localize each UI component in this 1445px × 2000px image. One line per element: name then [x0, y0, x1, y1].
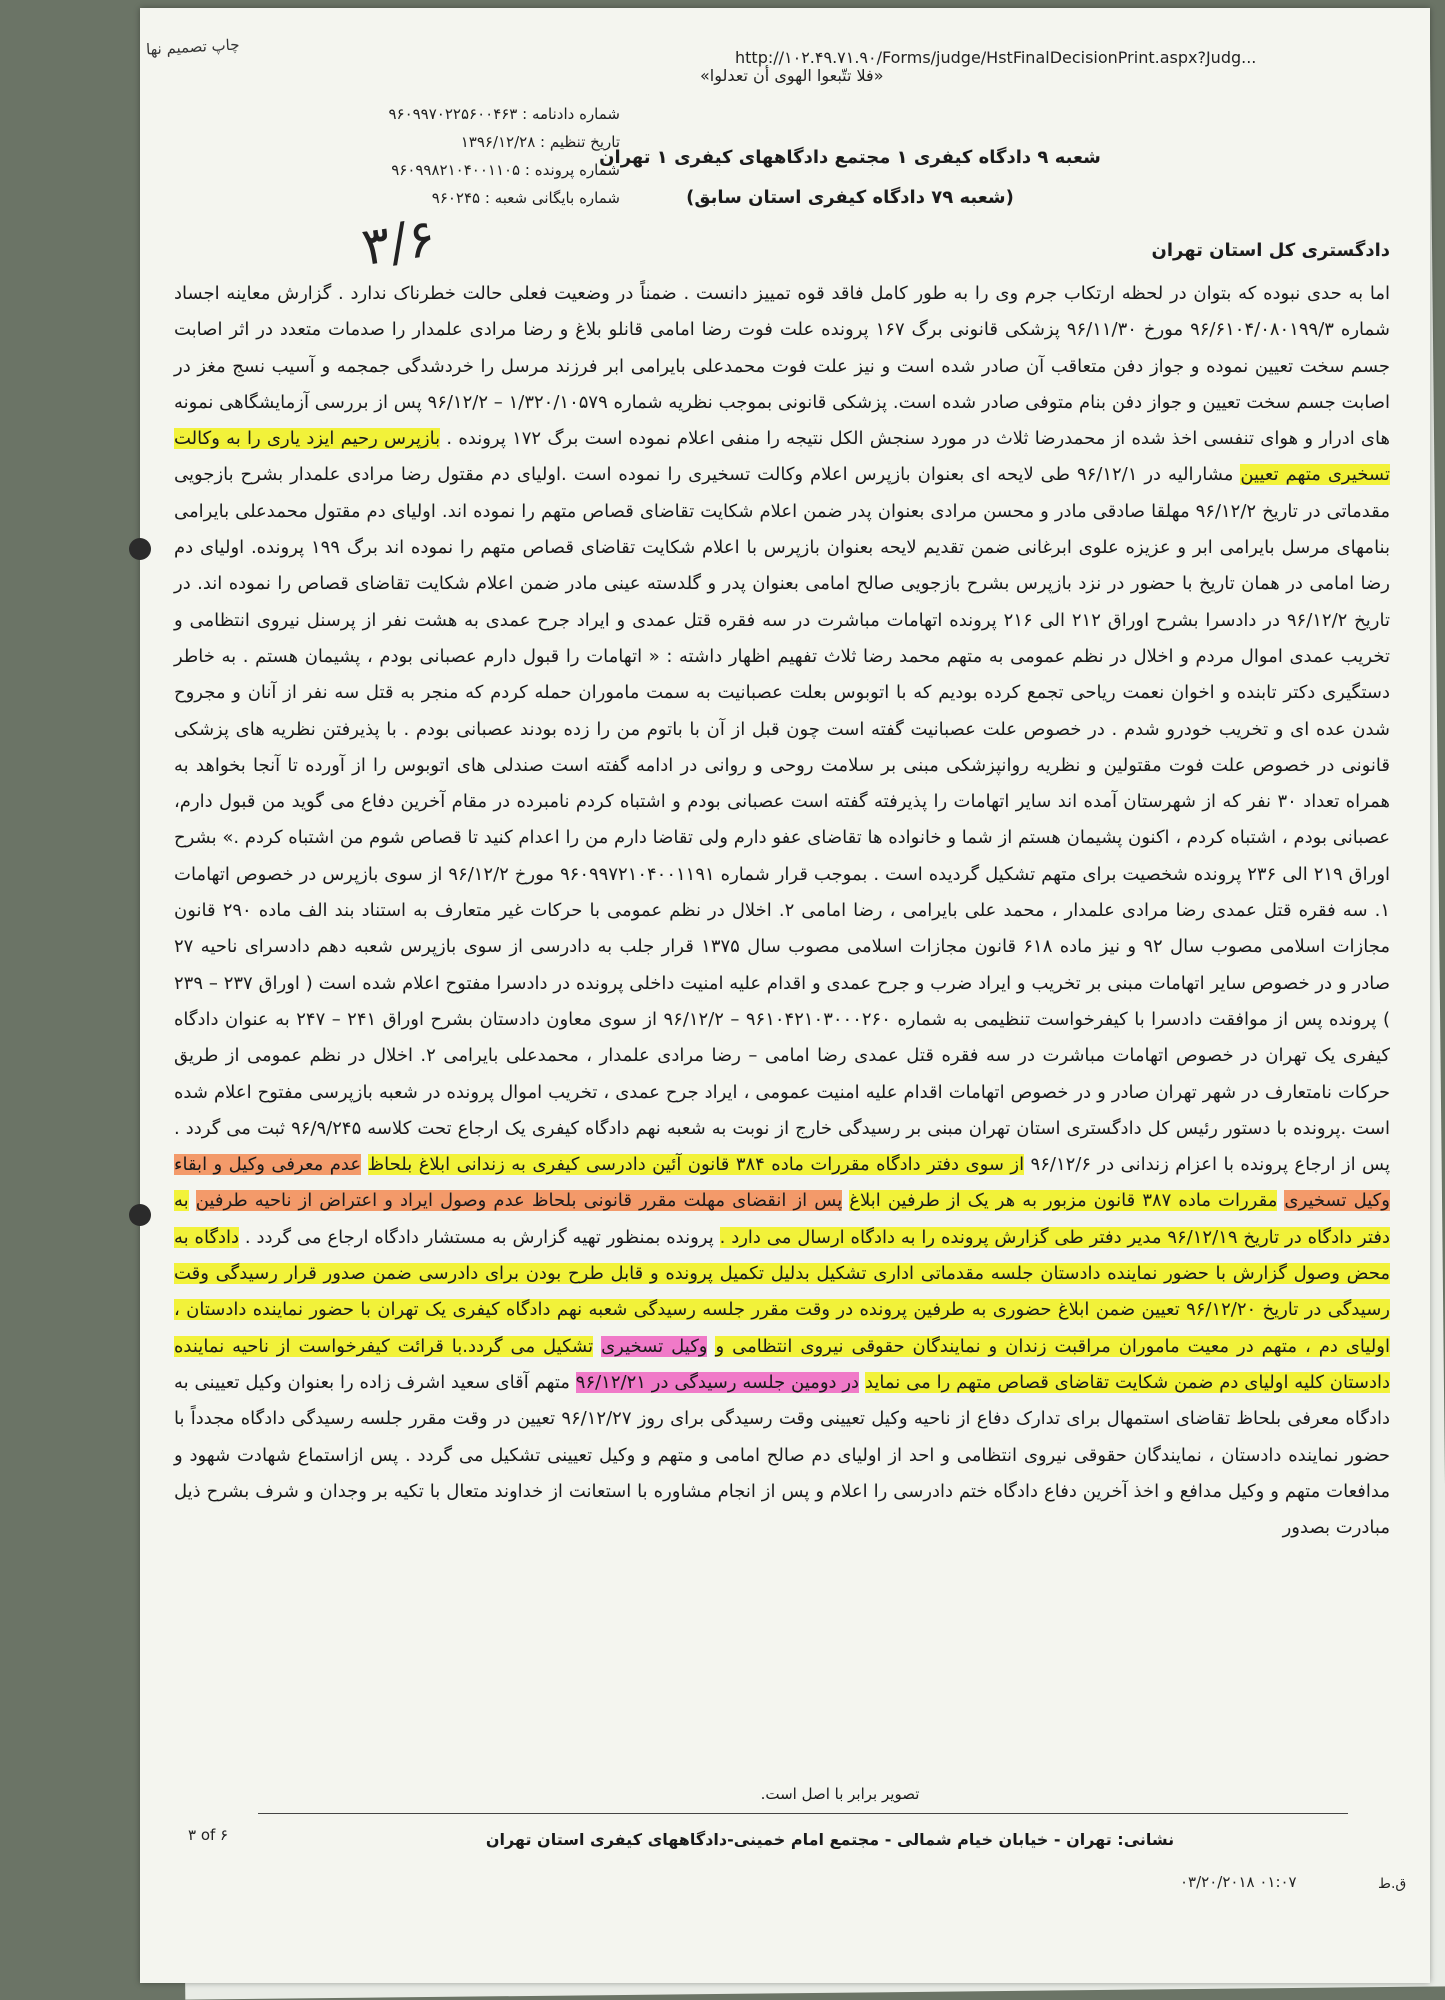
page-number: ۳ of ۶	[188, 1826, 229, 1844]
court-former-name: (شعبه ۷۹ دادگاه کیفری استان سابق)	[686, 187, 1014, 208]
corner-stamp: چاپ تصمیم نها	[145, 35, 240, 59]
highlight-orange: عدم معرفی وکیل و ابقاء وکیل تسخیری	[174, 1154, 1390, 1212]
highlight-pink: در دومین جلسه رسیدگی در ۹۶/۱۲/۲۱	[575, 1371, 860, 1393]
meta-row: شماره دادنامه : ۹۶۰۹۹۷۰۲۲۵۶۰۰۴۶۳	[388, 105, 620, 123]
court-name: شعبه ۹ دادگاه کیفری ۱ مجتمع دادگاههای کیفری ۱ تهران	[599, 147, 1101, 168]
footer-divider	[258, 1813, 1348, 1814]
highlight-pink: وکیل تسخیری	[601, 1335, 708, 1357]
motto: «فلا تتّبعوا الهوی أن تعدلوا»	[700, 66, 884, 85]
verdict-body	[174, 276, 1390, 1546]
meta-row: شماره بایگانی شعبه : ۹۶۰۲۴۵	[431, 189, 620, 207]
highlight-yellow: از سوی دفتر دادگاه مقررات ماده ۳۸۴ قانون آئین دادرسی کیفری به زندانی ابلاغ بلحاظ	[367, 1154, 1025, 1176]
footer-mark: ق.ط	[1378, 1876, 1407, 1892]
print-url: http://۱۰۲.۴۹.۷۱.۹۰/Forms/judge/HstFinalDecisionPrint.aspx?Judg...	[735, 48, 1257, 67]
verdict-paragraph: اما به حدی نبوده که بتوان در لحظه ارتکاب جرم وی را به طور کامل فاقد قوه تمییز دانست . ضمناً در وضعیت فعلی حالت خطرناک ندارد . گزارش معاینه اجساد شماره ۹۶/۶۱۰۴/۰۸۰۱۹۹/۳ مورخ ۹۶/۱۱/۳۰ پزشکی قانونی برگ ۱۶۷ پرونده علت فوت رضا امامی قانلو بلاغ و رضا مرادی علمدار را صدمات متعدد در اثر اصابت جسم سخت تعیین نموده و جواز دفن متعاقب آن صادر شده است و نیز علت فوت محمدعلی بایرامی ابر فرزند مرسل را خردشدگی جمجمه و آسیب نسج مغز در اصابت جسم سخت تعیین و جواز دفن بنام متوفی صادر شده است. پزشکی قانونی بموجب نظریه شماره ۱/۳۲۰/۱۰۵۷۹ – ۹۶/۱۲/۲ پس از بررسی آزمایشگاهی نمونه های ادرار و هوای تنفسی اخذ شده از محمدرضا ثلاث در مورد سنجش الکل نتیجه را منفی اعلام نموده است برگ ۱۷۲ پرونده . بازپرس رحیم ایزد یاری را به وکالت تسخیری متهم تعیین مشارالیه در ۹۶/۱۲/۱ طی لایحه ای بعنوان بازپرس اعلام وکالت تسخیری را نموده است .اولیای دم مقتول رضا مرادی علمدار بشرح بازجویی مقدماتی در تاریخ ۹۶/۱۲/۲ مهلقا صادقی مادر و محسن مرادی بعنوان پدر ضمن اعلام شکایت تقاضای قصاص متهم را نموده اند. اولیای دم مقتول محمدعلی بایرامی بنامهای مرسل بایرامی ابر و عزیزه علوی ابرغانی ضمن تقدیم لایحه بعنوان بازپرس با اعلام شکایت تقاضای قصاص متهم را نموده اند برگ ۱۹۹ پرونده. اولیای دم رضا امامی در همان تاریخ با حضور در نزد بازپرس بشرح بازجویی صالح امامی بعنوان پدر و گلدسته عینی مادر ضمن اعلام شکایت تقاضای قصاص را نموده اند. در تاریخ ۹۶/۱۲/۲ در دادسرا بشرح اوراق ۲۱۲ الی ۲۱۶ پرونده اتهامات مباشرت در سه فقره قتل عمدی و ایراد جرح عمدی به هشت نفر از پرسنل نیروی انتظامی و تخریب عمدی اموال مردم و اخلال در نظم عمومی به متهم محمد رضا ثلاث تفهیم اظهار داشته : « اتهامات را قبول دارم عصبانی بودم ، پشیمان هستم . به خاطر دستگیری دکتر تابنده و اخوان نعمت ریاحی تجمع کرده بودیم که با اتوبوس بعلت عصبانیت به سمت ماموران حمله کردم که منجر به قتل سه نفر از آنان و مجروح شدن عده ای و تخریب خودرو شدم . در خصوص علت عصبانیت گفته است چون قبل از آن با باتوم من را زده بودند عصبانی بودم . با پذیرفتن نظریه های پزشکی قانونی در خصوص علت فوت مقتولین و نظریه روانپزشکی مبنی بر سلامت روحی و روانی در ادامه گفته است صندلی های اتوبوس را از آورده تا آنجا بخواهد به همراه تعداد ۳۰ نفر که از شهرستان آمده اند سایر اتهامات را پذیرفته گفته است عصبانی بودم و اشتباه کردم نامبرده در مقام آخرین دفاع می گوید من قبول دارم، عصبانی بودم ، اشتباه کردم ، اکنون پشیمان هستم از شما و خانواده ها تقاضای عفو دارم ولی تقاضا دارم من را اعدام کنید تا قصاص شوم من اشتباه کردم .» بشرح اوراق ۲۱۹ الی ۲۳۶ پرونده شخصیت برای متهم تشکیل گردیده است . بموجب قرار شماره ۹۶۰۹۹۷۲۱۰۴۰۰۱۱۹۱ مورخ ۹۶/۱۲/۲ از سوی بازپرس در خصوص اتهامات ۱. سه فقره قتل عمدی رضا مرادی علمدار ، محمد علی بایرامی ، رضا امامی ۲. اخلال در نظم عمومی با حرکات غیر متعارف به استناد بند الف ماده ۲۹۰ قانون مجازات اسلامی مصوب سال ۹۲ و نیز ماده ۶۱۸ قانون مجازات اسلامی مصوب سال ۱۳۷۵ قرار جلب به دادرسی از سوی بازپرس شعبه دهم دادسرای ناحیه ۲۷ صادر و در خصوص سایر اتهامات مبنی بر تخریب و ایراد ضرب و جرح عمدی و اقدام علیه امنیت داخلی پرونده در دادسرا مفتوح اعلام شده است ( اوراق ۲۳۷ – ۲۳۹ ) پرونده پس از موافقت دادسرا با کیفرخواست تنظیمی به شماره ۹۶۱۰۴۲۱۰۳۰۰۰۲۶۰ – ۹۶/۱۲/۲ از سوی معاون دادستان بشرح اوراق ۲۴۱ – ۲۴۷ به عنوان دادگاه کیفری یک تهران در خصوص اتهامات مباشرت در سه فقره قتل عمدی رضا امامی – رضا مرادی علمدار ، محمدعلی بایرامی ۲. اخلال در نظم عمومی از طریق حرکات نامتعارف در شهر تهران صادر و در خصوص اتهامات اقدام علیه امنیت عمومی ، ایراد جرح عمدی ، تخریب اموال پرونده در شعبه بازپرسی مفتوح اعلام شده است .پرونده با دستور رئیس کل دادگستری استان تهران مبنی بر رسیدگی خارج از نوبت به شعبه نهم دادگاه کیفری یک ارجاع تحت کلاسه ۹۶/۹/۲۴۵ ثبت می گردد . پس از ارجاع پرونده با اعزام زندانی در ۹۶/۱۲/۶ از سوی دفتر دادگاه مقررات ماده ۳۸۴ قانون آئین دادرسی کیفری به زندانی ابلاغ بلحاظ عدم معرفی وکیل و ابقاء وکیل تسخیری مقررات ماده ۳۸۷ قانون مزبور به هر یک از طرفین ابلاغ پس از انقضای مهلت مقرر قانونی بلحاظ عدم وصول ایراد و اعتراض از ناحیه طرفین به دفتر دادگاه در تاریخ ۹۶/۱۲/۱۹ مدیر دفتر طی گزارش پرونده را به دادگاه ارسال می دارد . پرونده بمنظور تهیه گزارش به مستشار دادگاه ارجاع می گردد . دادگاه به محض وصول گزارش با حضور نماینده دادستان جلسه مقدماتی اداری تشکیل بدلیل تکمیل پرونده و قابل طرح بودن برای دادرسی ضمن صدور قرار رسیدگی وقت رسیدگی در تاریخ ۹۶/۱۲/۲۰ تعیین ضمن ابلاغ حضوری به طرفین پرونده در وقت مقرر جلسه رسیدگی شعبه نهم دادگاه کیفری یک تهران با حضور نماینده دادستان ، اولیای دم ، متهم در معیت ماموران مراقبت زندان و نمایندگان حقوقی نیروی انتظامی و وکیل تسخیری تشکیل می گردد.با قرائت کیفرخواست از ناحیه نماینده دادستان کلیه اولیای دم ضمن شکایت تقاضای قصاص متهم را می نماید در دومین جلسه رسیدگی در ۹۶/۱۲/۲۱ متهم آقای سعید اشرف زاده را بعنوان وکیل تعیینی به دادگاه معرفی بلحاظ تقاضای استمهال برای تدارک دفاع از ناحیه وکیل تعیینی وقت رسیدگی برای روز ۹۶/۱۲/۲۷ تعیین در وقت مقرر جلسه رسیدگی دادگاه مجدداً با حضور نماینده دادستان ، نمایندگان حقوقی نیروی انتظامی و احد از اولیای دم صالح امامی و متهم و وکیل تعیینی تشکیل می گردد . پس ازاستماع شهادت شهود و مدافعات متهم و وکیل مدافع و اخذ آخرین دفاع دادگاه ختم دادرسی را اعلام و پس از انجام مشاوره با استعانت از خداوند متعال با تکیه بر وجدان و شرف بشرح ذیل مبادرت بصدور	[174, 283, 1391, 1539]
highlight-orange: پس از انقضای مهلت مقرر قانونی بلحاظ عدم وصول ایراد و اعتراض از ناحیه طرفین	[195, 1190, 843, 1212]
highlight-yellow: دادگاه به محض وصول گزارش با حضور نماینده دادستان جلسه مقدماتی اداری تشکیل بدلیل تکمیل پرونده و قابل طرح بودن برای دادرسی ضمن صدور قرار رسیدگی وقت رسیدگی در تاریخ ۹۶/۱۲/۲۰ تعیین ضمن ابلاغ حضوری به طرفین پرونده در وقت مقرر جلسه رسیدگی شعبه نهم دادگاه کیفری یک تهران با حضور نماینده دادستان ، اولیای دم ، متهم در معیت ماموران مراقبت زندان و نمایندگان حقوقی نیروی انتظامی و	[174, 1226, 1390, 1357]
court-address: نشانی: تهران - خیابان خیام شمالی - مجتمع امام خمینی-دادگاههای کیفری استان تهران	[485, 1830, 1175, 1849]
department-title: دادگستری کل استان تهران	[1151, 240, 1390, 261]
print-timestamp: ۰۳/۲۰/۲۰۱۸ ۰۱:۰۷	[1180, 1873, 1297, 1891]
binder-hole	[129, 1204, 151, 1226]
certified-copy-note: تصویر برابر با اصل است.	[760, 1785, 920, 1803]
highlight-yellow: مقررات ماده ۳۸۷ قانون مزبور به هر یک از طرفین ابلاغ	[849, 1190, 1278, 1212]
meta-row: تاریخ تنظیم : ۱۳۹۶/۱۲/۲۸	[460, 133, 620, 151]
meta-row: شماره پرونده : ۹۶۰۹۹۸۲۱۰۴۰۰۱۱۰۵	[391, 161, 620, 179]
highlight-yellow: به دفتر دادگاه در تاریخ ۹۶/۱۲/۱۹ مدیر دفتر طی گزارش پرونده را به دادگاه ارسال می دارد .	[174, 1190, 1390, 1248]
highlight-yellow: تشکیل می گردد.با قرائت کیفرخواست از ناحیه نماینده دادستان کلیه اولیای دم ضمن شکایت تقاضای قصاص متهم را می نماید	[174, 1335, 1390, 1393]
handwritten-page-number: ۳/۶	[358, 208, 440, 278]
binder-hole	[129, 538, 151, 560]
verdict-page	[140, 8, 1430, 1983]
highlight-yellow: بازپرس رحیم ایزد یاری را به وکالت تسخیری متهم تعیین	[174, 428, 1390, 486]
court-heading	[550, 138, 1150, 218]
